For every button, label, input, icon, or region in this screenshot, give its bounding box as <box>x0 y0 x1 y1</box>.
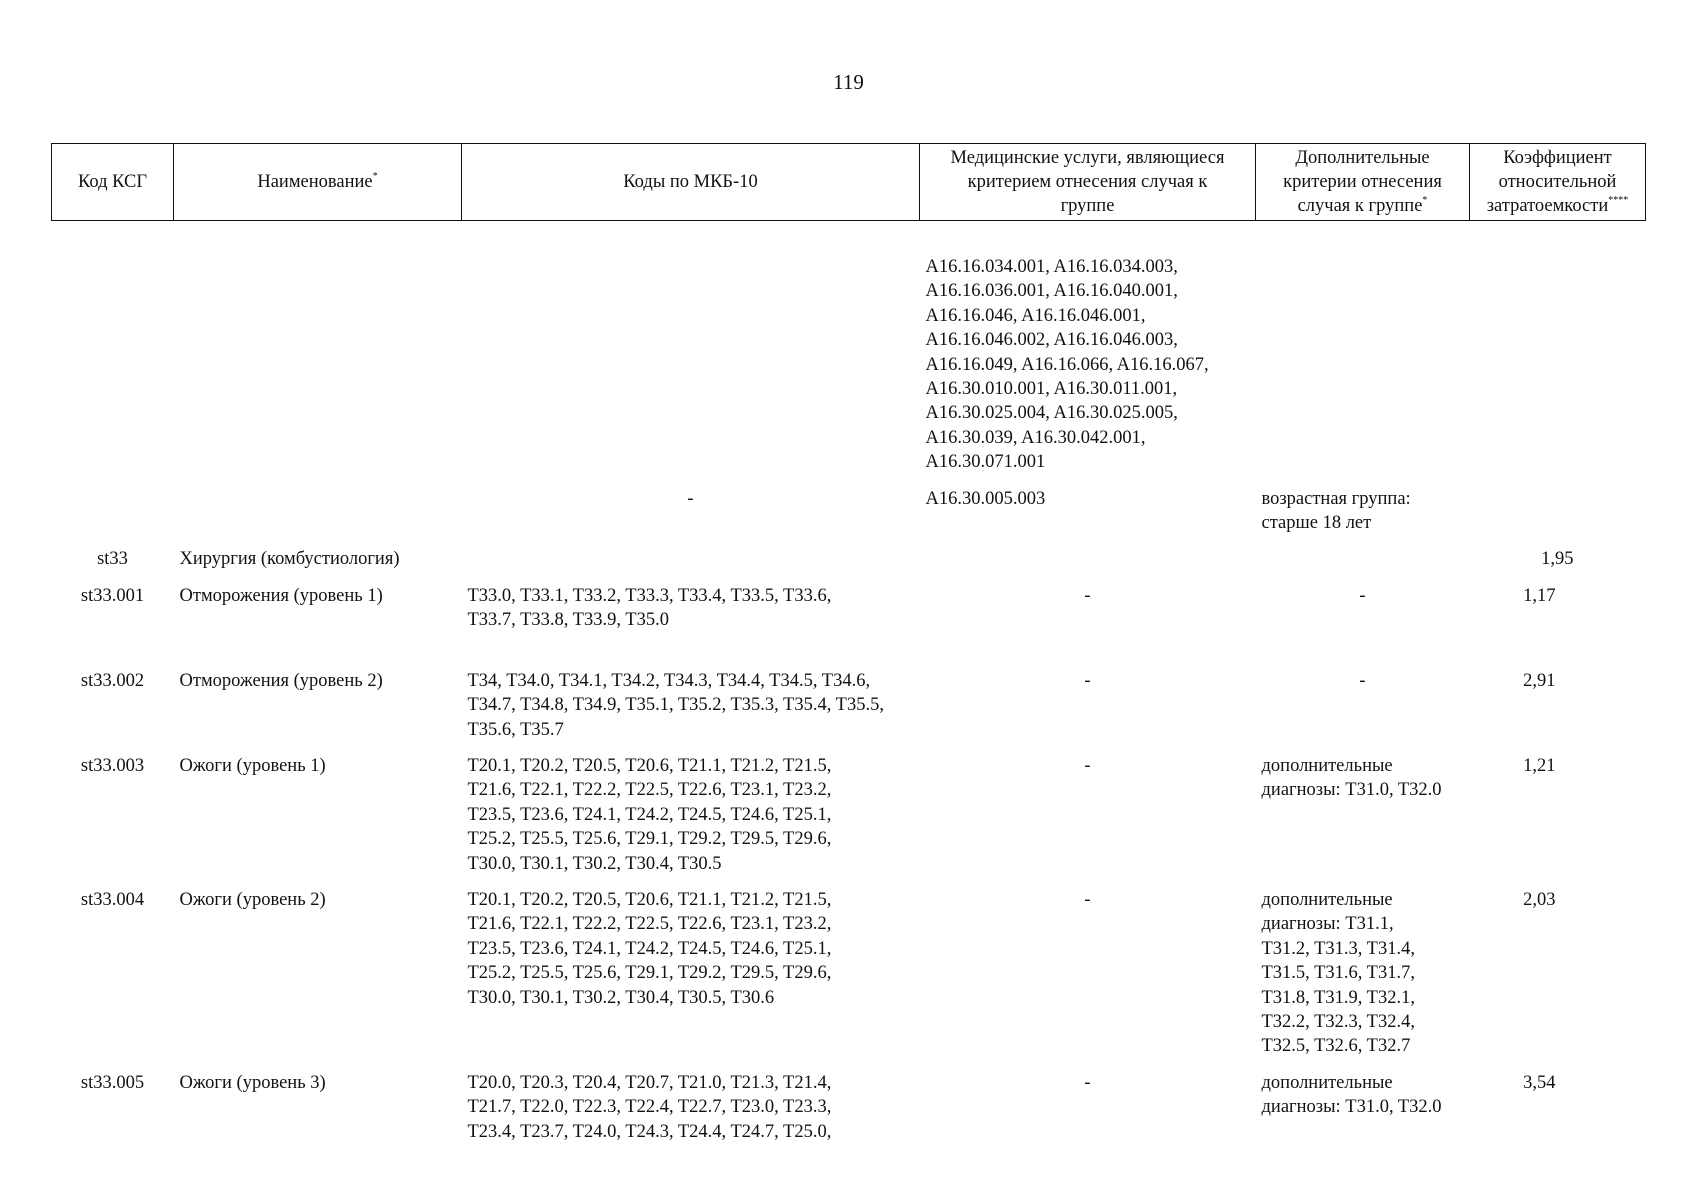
medical-services: - <box>1084 889 1091 910</box>
icd-codes <box>462 543 920 579</box>
footnote-mark: * <box>372 171 378 182</box>
additional-criteria <box>1256 543 1470 579</box>
medical-services: - <box>1084 585 1091 606</box>
ksg-name <box>174 483 462 544</box>
ksg-code <box>52 483 174 544</box>
medical-services: A16.30.005.003 <box>925 488 1046 509</box>
table-header <box>52 144 1646 221</box>
coefficient: 1,95 <box>1541 549 1574 570</box>
table-row <box>52 665 1646 750</box>
coefficient: 2,03 <box>1523 889 1556 910</box>
table-row <box>52 251 1646 483</box>
ksg-name: Ожоги (уровень 3) <box>179 1072 326 1093</box>
footnote-mark: **** <box>1608 195 1629 206</box>
header-name: Наименование* <box>174 144 462 221</box>
icd-codes <box>462 251 920 483</box>
header-ksg-code: Код КСГ <box>52 144 174 221</box>
icd-codes: T33.0, T33.1, T33.2, T33.3, T33.4, T33.5, T33.6, T33.7, T33.8, T33.9, T35.0 <box>467 585 832 631</box>
ksg-name: Хирургия (комбустиология) <box>179 549 400 570</box>
coefficient: 1,21 <box>1523 755 1556 776</box>
icd-codes: T20.1, T20.2, T20.5, T20.6, T21.1, T21.2, T21.5, T21.6, T22.1, T22.2, T22.5, T22.6, T23.1, T23.2, T23.5, T23.6, T24.1, T24.2, T24.5, T24.6, T25.1, T25.2, T25.5, T25.6, T29.1, T29.2, T29.5, T29.6, T30.0, T30.1, T30.2, T30.4, T30.5 <box>467 755 832 874</box>
coefficient: 1,17 <box>1523 585 1556 606</box>
coefficient: 2,91 <box>1523 670 1556 691</box>
ksg-code: st33.001 <box>80 585 145 606</box>
medical-services: A16.16.034.001, A16.16.034.003, A16.16.036.001, A16.16.040.001, A16.16.046, A16.16.046.001, A16.16.046.002, A16.16.046.003, A16.16.049, A16.16.066, A16.16.067, A16.30.010.001, A16.30.011.001, A16.30.025.004, A16.30.025.005, A16.30.039, A16.30.042.001, A16.30.071.001 <box>925 257 1209 473</box>
table-row <box>52 580 1646 665</box>
medical-services: - <box>1084 670 1091 691</box>
ksg-name: Отморожения (уровень 2) <box>179 670 383 691</box>
medical-services: - <box>1084 755 1091 776</box>
coefficient <box>1470 251 1646 483</box>
icd-codes: - <box>687 488 694 509</box>
additional-criteria: дополнительные диагнозы: T31.0, T32.0 <box>1261 1072 1442 1118</box>
ksg-code: st33.002 <box>80 670 145 691</box>
footnote-mark: * <box>1422 195 1428 206</box>
additional-criteria: дополнительные диагнозы: T31.1, T31.2, T31.3, T31.4, T31.5, T31.6, T31.7, T31.8, T31.9, T32.1, T32.2, T32.3, T32.4, T32.5, T32.6, T32.7 <box>1261 889 1415 1057</box>
table-row <box>52 884 1646 1067</box>
table-row <box>52 750 1646 884</box>
coefficient: 3,54 <box>1523 1072 1556 1093</box>
additional-criteria <box>1256 251 1470 483</box>
coefficient <box>1470 483 1646 544</box>
ksg-code <box>52 251 174 483</box>
ksg-code: st33.003 <box>80 755 145 776</box>
icd-codes: T34, T34.0, T34.1, T34.2, T34.3, T34.4, T34.5, T34.6, T34.7, T34.8, T34.9, T35.1, T35.2, T35.3, T35.4, T35.5, T35.6, T35.7 <box>467 670 884 740</box>
additional-criteria: дополнительные диагнозы: T31.0, T32.0 <box>1261 755 1442 801</box>
additional-criteria: - <box>1359 585 1366 606</box>
table-row <box>52 483 1646 544</box>
ksg-code: st33.005 <box>80 1072 145 1093</box>
icd-codes: T20.1, T20.2, T20.5, T20.6, T21.1, T21.2, T21.5, T21.6, T22.1, T22.2, T22.5, T22.6, T23.1, T23.2, T23.5, T23.6, T24.1, T24.2, T24.5, T24.6, T25.1, T25.2, T25.5, T25.6, T29.1, T29.2, T29.5, T29.6, T30.0, T30.1, T30.2, T30.4, T30.5, T30.6 <box>467 889 832 1008</box>
page-number: 119 <box>833 70 864 94</box>
ksg-name <box>174 251 462 483</box>
table-row <box>52 1067 1646 1152</box>
ksg-name: Ожоги (уровень 1) <box>179 755 326 776</box>
header-additional-criteria: Дополнительные критерии отнесения случая к группе* <box>1256 144 1470 221</box>
medical-services <box>920 543 1256 579</box>
icd-codes: T20.0, T20.3, T20.4, T20.7, T21.0, T21.3, T21.4, T21.7, T22.0, T22.3, T22.4, T22.7, T23.0, T23.3, T23.4, T23.7, T24.0, T24.3, T24.4, T24.7, T25.0, <box>467 1072 832 1142</box>
header-coefficient: Коэффициент относительной затратоемкости**** <box>1470 144 1646 221</box>
ksg-name: Отморожения (уровень 1) <box>179 585 383 606</box>
additional-criteria: - <box>1359 670 1366 691</box>
header-icd-codes: Коды по МКБ-10 <box>462 144 920 221</box>
ksg-table <box>51 143 1646 1152</box>
header-medical-services: Медицинские услуги, являющиеся критерием отнесения случая к группе <box>920 144 1256 221</box>
ksg-code: st33 <box>97 549 128 570</box>
additional-criteria: возрастная группа: старше 18 лет <box>1261 488 1411 534</box>
ksg-code: st33.004 <box>80 889 145 910</box>
table-row <box>52 543 1646 579</box>
ksg-name: Ожоги (уровень 2) <box>179 889 326 910</box>
medical-services: - <box>1084 1072 1091 1093</box>
